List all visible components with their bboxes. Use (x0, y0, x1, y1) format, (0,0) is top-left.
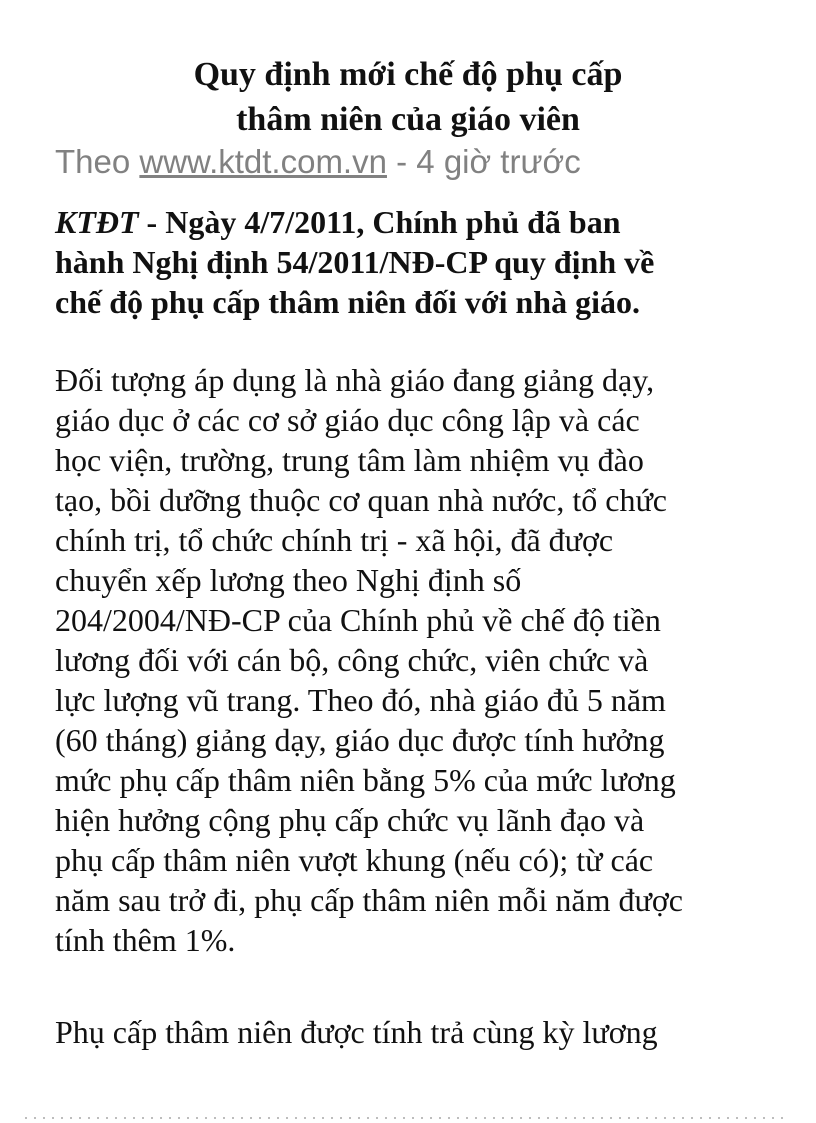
text-line: Quy định mới chế độ phụ cấp (193, 56, 623, 93)
byline-prefix: Theo (55, 143, 140, 180)
article-closing: Phụ cấp thâm niên được tính trả cùng kỳ lương (55, 1014, 658, 1050)
text-line: chế độ phụ cấp thâm niên đối với nhà giáo. (55, 284, 640, 320)
text-line: học viện, trường, trung tâm làm nhiệm vụ đào (55, 442, 644, 478)
text-line: mức phụ cấp thâm niên bằng 5% của mức lương (55, 762, 676, 798)
text-line: Đối tượng áp dụng là nhà giáo đang giảng dạy, (55, 362, 655, 398)
source-abbr: KTĐT (55, 204, 139, 240)
text-line: giáo dục ở các cơ sở giáo dục công lập và các (55, 402, 640, 438)
text-line: phụ cấp thâm niên vượt khung (nếu có); từ các (55, 842, 654, 878)
text-line: tạo, bồi dưỡng thuộc cơ quan nhà nước, tổ chức (55, 482, 667, 518)
text-line: hiện hưởng cộng phụ cấp chức vụ lãnh đạo và (55, 802, 645, 838)
text-line: (60 tháng) giảng dạy, giáo dục được tính hưởng (55, 722, 665, 758)
text-line: năm sau trở đi, phụ cấp thâm niên mỗi năm được (55, 882, 683, 918)
article-lead (55, 202, 761, 322)
article-body (55, 360, 761, 960)
text-line: lực lượng vũ trang. Theo đó, nhà giáo đủ 5 năm (55, 682, 666, 718)
source-link[interactable]: www.ktdt.com.vn (139, 143, 387, 180)
text-line: lương đối với cán bộ, công chức, viên chức và (55, 642, 649, 678)
text-line: 204/2004/NĐ-CP của Chính phủ về chế độ tiền (55, 602, 661, 638)
lead-line-rest: - Ngày 4/7/2011, Chính phủ đã ban (138, 204, 621, 240)
article-title (55, 52, 761, 142)
text-line: chuyển xếp lương theo Nghị định số (55, 562, 522, 598)
text-line: thâm niên của giáo viên (236, 101, 580, 138)
text-line: chính trị, tổ chức chính trị - xã hội, đã được (55, 522, 614, 558)
text-line (55, 202, 761, 242)
text-line: tính thêm 1%. (55, 922, 236, 958)
article-byline (55, 142, 761, 182)
byline-timestamp: - 4 giờ trước (386, 143, 581, 180)
text-line: hành Nghị định 54/2011/NĐ-CP quy định về (55, 244, 655, 280)
dotted-separator (25, 1117, 788, 1119)
